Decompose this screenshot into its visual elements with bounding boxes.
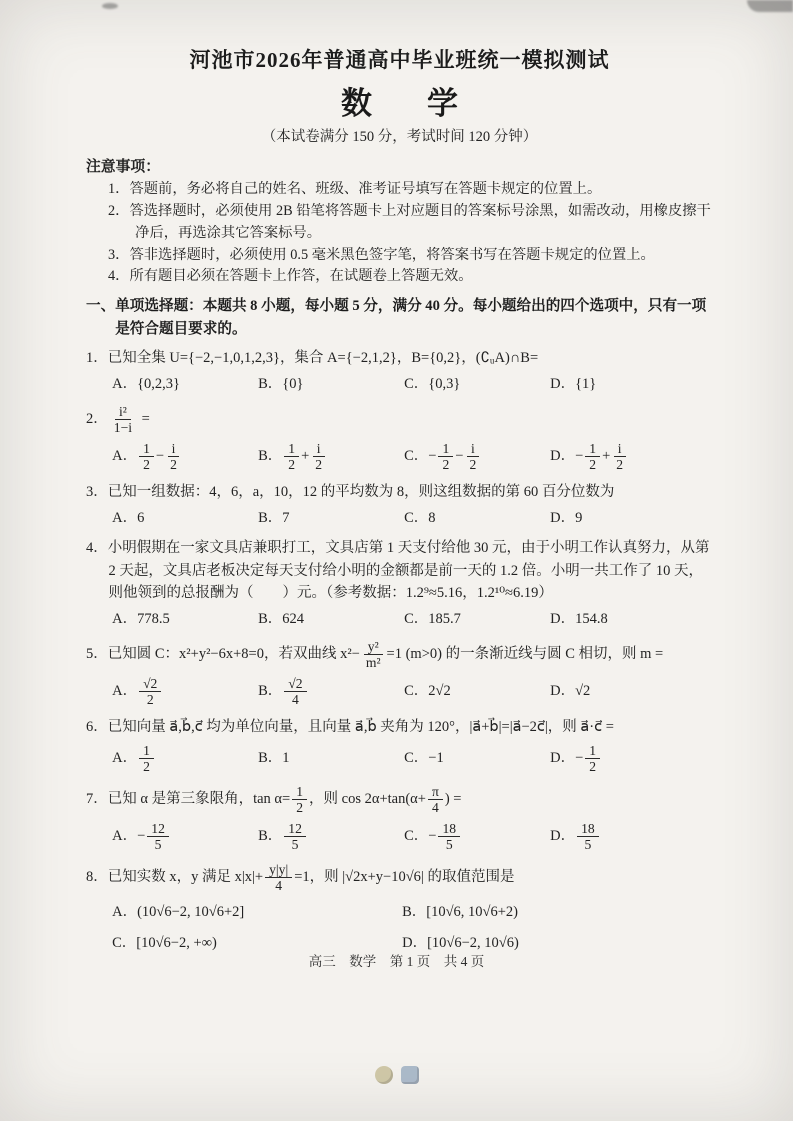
notice-section bbox=[86, 156, 713, 288]
fraction: $\frac{18}{5}$ bbox=[438, 821, 460, 853]
question-6-option-d: D．− $\frac{1}{2}$ bbox=[550, 742, 696, 776]
question-2-option-c: C．− $\frac{1}{2}$ − $\frac{i}{2}$ bbox=[404, 440, 550, 474]
question-2-option-d: D．− $\frac{1}{2}$ + $\frac{i}{2}$ bbox=[550, 440, 696, 474]
question-1 bbox=[86, 347, 713, 395]
notice-item-1: 1．答题前，务必将自己的姓名、班级、准考证号填写在答题卡规定的位置上。 bbox=[108, 181, 602, 198]
question-4-option-d: D．154.8 bbox=[550, 610, 608, 627]
question-4-option-c: C．185.7 bbox=[404, 610, 461, 627]
question-6-option-c: C．−1 bbox=[404, 750, 444, 767]
question-8-stem: 8．已知实数 x，y 满足 x|x|+ $\frac{y|y|}{4}$ =1，则 |√2x+y−10√6| 的取值范围是 bbox=[86, 862, 515, 894]
question-8-options bbox=[86, 901, 713, 955]
watermark bbox=[0, 1066, 793, 1084]
question-1-stem: 1．已知全集 U={−2,−1,0,1,2,3}，集合 A={−2,1,2}，B={0,2}，(∁ᵤA)∩B= bbox=[86, 350, 539, 367]
subject-title: 数 学 bbox=[341, 86, 470, 121]
question-2-options bbox=[86, 440, 713, 474]
question-6-options bbox=[86, 742, 713, 776]
question-3-option-c: C．8 bbox=[404, 509, 436, 526]
question-3-option-b: B．7 bbox=[258, 509, 290, 526]
fraction: $\frac{12}{5}$ bbox=[284, 821, 306, 853]
page-title: 河池市2026年普通高中毕业班统一模拟测试 bbox=[189, 48, 610, 72]
question-8-option-d: D．[10√6−2, 10√6) bbox=[402, 934, 519, 951]
question-1-option-d: D．{1} bbox=[550, 375, 597, 392]
question-6-stem: 6．已知向量 a⃗,b⃗,c⃗ 均为单位向量，且向量 a⃗,b⃗ 夹角为 120°，|a⃗+b⃗|=|a⃗−2c⃗|，则 a⃗·c⃗ = bbox=[86, 719, 614, 736]
question-2 bbox=[86, 403, 713, 473]
question-3-option-a: A．6 bbox=[112, 509, 145, 526]
question-5-stem: 5．已知圆 C：x²+y²−6x+8=0，若双曲线 x²− $\frac{\text{y²}}{\text{m²}}$ =1 (m>0) 的一条渐近线与圆 C 相切，则 m = bbox=[86, 639, 664, 671]
question-4-option-a: A．778.5 bbox=[112, 610, 170, 627]
scan-artifact bbox=[747, 0, 793, 12]
fraction: $\frac{1}{2}$ bbox=[284, 441, 299, 473]
notice-item-4: 4．所有题目必须在答题卡上作答，在试题卷上答题无效。 bbox=[108, 268, 473, 285]
question-4 bbox=[86, 537, 713, 630]
question-7-options bbox=[86, 820, 713, 854]
paper-info: （本试卷满分 150 分，考试时间 120 分钟） bbox=[261, 129, 538, 145]
question-5-option-b: B． $\frac{√2}{4}$ bbox=[258, 675, 404, 709]
fraction: $\frac{12}{5}$ bbox=[147, 821, 169, 853]
question-7-option-d: D． $\frac{18}{5}$ bbox=[550, 820, 696, 854]
fraction: $\frac{1}{2}$ bbox=[585, 743, 600, 775]
fraction: $\frac{\text{y²}}{\text{m²}}$ bbox=[362, 639, 385, 671]
fraction: $\frac{√2}{4}$ bbox=[284, 676, 306, 708]
notice-title: 注意事项： bbox=[86, 159, 160, 175]
fraction: $\frac{y|y|}{4}$ bbox=[265, 862, 292, 894]
notice-item-2: 2．答选择题时，必须使用 2B 铅笔将答题卡上对应题目的答案标号涂黑，如需改动，用橡皮擦干净后，再选涂其它答案标号。 bbox=[108, 203, 711, 241]
fraction: $\frac{i}{2}$ bbox=[612, 441, 627, 473]
fraction: $\frac{1}{2}$ bbox=[139, 743, 154, 775]
section-title: 一、单项选择题：本题共 8 小题，每小题 5 分，满分 40 分。每小题给出的四个选项中，只有一项是符合题目要求的。 bbox=[86, 298, 707, 337]
fraction: $\frac{i}{2}$ bbox=[465, 441, 480, 473]
fraction: $\frac{√2}{2}$ bbox=[139, 676, 161, 708]
question-8-option-b: B．[10√6, 10√6+2) bbox=[402, 903, 519, 920]
question-5-options bbox=[86, 675, 713, 709]
question-3-option-d: D．9 bbox=[550, 509, 583, 526]
scan-artifact bbox=[102, 3, 118, 9]
question-5-option-d: D．√2 bbox=[550, 683, 591, 700]
question-5-option-c: C．2√2 bbox=[404, 683, 451, 700]
question-4-option-b: B．624 bbox=[258, 610, 305, 627]
question-1-option-c: C．{0,3} bbox=[404, 375, 461, 392]
fraction: $\frac{\text{i²}}{1-i}$ bbox=[113, 404, 133, 436]
question-8-option-c: C．[10√6−2, +∞) bbox=[112, 934, 217, 951]
question-1-option-a: A．{0,2,3} bbox=[112, 375, 180, 392]
fraction: $\frac{1}{2}$ bbox=[585, 441, 600, 473]
question-2-stem: 2． $\frac{\text{i²}}{1-i}$ = bbox=[86, 404, 150, 436]
question-7-option-c: C．− $\frac{18}{5}$ bbox=[404, 820, 550, 854]
question-6-option-b: B．1 bbox=[258, 750, 290, 767]
question-3 bbox=[86, 481, 713, 529]
question-6-option-a: A． $\frac{1}{2}$ bbox=[112, 742, 258, 776]
question-7-option-a: A．− $\frac{12}{5}$ bbox=[112, 820, 258, 854]
notice-item-3: 3．答非选择题时，必须使用 0.5 毫米黑色签字笔，将答案书写在答题卡规定的位置上。 bbox=[108, 246, 655, 263]
question-1-options bbox=[86, 373, 713, 395]
question-2-option-a: A． $\frac{1}{2}$ − $\frac{i}{2}$ bbox=[112, 440, 258, 474]
question-7 bbox=[86, 783, 713, 853]
fraction: $\frac{1}{2}$ bbox=[292, 784, 307, 816]
question-7-option-b: B． $\frac{12}{5}$ bbox=[258, 820, 404, 854]
question-1-option-b: B．{0} bbox=[258, 375, 304, 392]
question-5-option-a: A． $\frac{√2}{2}$ bbox=[112, 675, 258, 709]
watermark-chat-icon bbox=[401, 1066, 419, 1084]
question-4-options bbox=[86, 608, 713, 630]
question-2-option-b: B． $\frac{1}{2}$ + $\frac{i}{2}$ bbox=[258, 440, 404, 474]
question-6 bbox=[86, 716, 713, 775]
question-8 bbox=[86, 861, 713, 954]
page-footer: 高三 数学 第 1 页 共 4 页 bbox=[308, 954, 485, 969]
question-4-stem: 4．小明假期在一家文具店兼职打工，文具店第 1 天支付给他 30 元，由于小明工作认真努力，从第 2 天起，文具店老板决定每天支付给小明的金额都是前一天的 1.2 倍。小明一共工作了 10 天，则他领到的总报酬为（ ）元。（参考数据：1.2⁹≈5.16，1.2¹⁰≈6.19） bbox=[86, 540, 710, 602]
question-3-stem: 3．已知一组数据：4，6，a，10，12 的平均数为 8，则这组数据的第 60 百分位数为 bbox=[86, 484, 615, 501]
watermark-face-icon bbox=[375, 1066, 393, 1084]
fraction: $\frac{1}{2}$ bbox=[438, 441, 453, 473]
question-7-stem: 7．已知 α 是第三象限角，tan α= $\frac{1}{2}$ ，则 cos 2α+tan(α+ $\frac{\pi}{4}$ ) = bbox=[86, 784, 462, 816]
fraction: $\frac{\pi}{4}$ bbox=[428, 784, 443, 816]
fraction: $\frac{1}{2}$ bbox=[139, 441, 154, 473]
question-8-option-a: A．(10√6−2, 10√6+2] bbox=[112, 903, 245, 920]
fraction: $\frac{i}{2}$ bbox=[311, 441, 326, 473]
fraction: $\frac{i}{2}$ bbox=[166, 441, 181, 473]
question-5 bbox=[86, 638, 713, 708]
question-3-options bbox=[86, 507, 713, 529]
fraction: $\frac{18}{5}$ bbox=[577, 821, 599, 853]
